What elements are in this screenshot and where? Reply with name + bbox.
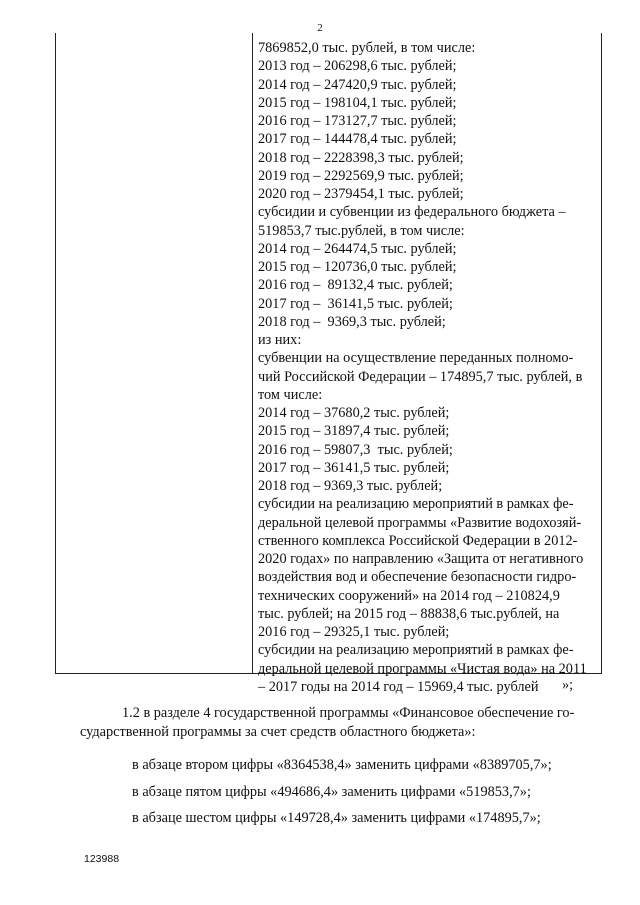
table-cell-line: ственного комплекса Российской Федерации в 2012- [258, 532, 578, 549]
table-cell-line: 2018 год – 9369,3 тыс. рублей; [258, 478, 443, 494]
table-cell-line: 7869852,0 тыс. рублей, в том числе: [258, 40, 476, 56]
document-code: 123988 [84, 853, 120, 865]
table-cell-line: том числе: [258, 386, 323, 403]
table-cell-line: из них: [258, 332, 302, 348]
table-cell-line: 2014 год – 264474,5 тыс. рублей; [258, 240, 457, 257]
table-cell-line: 2016 год – 29325,1 тыс. рублей; [258, 624, 450, 640]
table-cell-line: 2018 год – 2228398,3 тыс. рублей; [258, 149, 464, 166]
replacement-line-sixth: в абзаце шестом цифры «149728,4» заменить цифрами «174895,7»; [132, 810, 541, 826]
table-cell-funding [258, 39, 598, 696]
table-cell-line: деральной целевой программы «Развитие водохозяй- [258, 514, 582, 531]
table-cell-line: 519853,7 тыс.рублей, в том числе: [258, 222, 465, 239]
table-cell-line: субвенции на осуществление переданных полномо- [258, 350, 574, 367]
table-cell-line: 2016 год – 173127,7 тыс. рублей; [258, 113, 457, 129]
table-cell-line: субсидии и субвенции из федерального бюджета – [258, 204, 566, 221]
table-cell-line: 2019 год – 2292569,9 тыс. рублей; [258, 167, 464, 184]
replacement-line-fifth: в абзаце пятом цифры «494686,4» заменить цифрами «519853,7»; [132, 784, 531, 800]
table-cell-line: 2014 год – 37680,2 тыс. рублей; [258, 405, 450, 421]
paragraph-line: 1.2 в разделе 4 государственной программы «Финансовое обеспечение го- [122, 705, 575, 721]
table-cell-line: 2015 год – 31897,4 тыс. рублей; [258, 423, 450, 440]
table-frame [55, 33, 602, 695]
table-cell-line: 2017 год – 36141,5 тыс. рублей; [258, 459, 450, 476]
table-cell-line: субсидии на реализацию мероприятий в рамках фе- [258, 496, 574, 513]
table-cell-line: 2020 годах» по направлению «Защита от негативного [258, 551, 584, 567]
paragraph-1-2 [80, 704, 600, 742]
table-cell-line: 2016 год – 59807,3 тыс. рублей; [258, 441, 453, 458]
closing-quote: »; [562, 677, 574, 693]
paragraph-line: сударственной программы за счет средств областного бюджета»: [80, 723, 476, 740]
page-number: 2 [317, 22, 323, 34]
table-cell-line: 2020 год – 2379454,1 тыс. рублей; [258, 186, 464, 202]
table-cell-line: 2016 год – 89132,4 тыс. рублей; [258, 277, 453, 294]
table-cell-line: 2015 год – 198104,1 тыс. рублей; [258, 94, 457, 111]
table-cell-line: технических сооружений» на 2014 год – 210824,9 [258, 587, 560, 604]
table-column-divider [252, 33, 253, 673]
table-cell-line: 2018 год – 9369,3 тыс. рублей; [258, 313, 446, 330]
table-cell-line: 2013 год – 206298,6 тыс. рублей; [258, 58, 457, 75]
table-cell-line: чий Российской Федерации – 174895,7 тыс. рублей, в [258, 368, 583, 385]
table-cell-line: тыс. рублей; на 2015 год – 88838,6 тыс.рублей, на [258, 605, 560, 622]
table-cell-line: 2017 год – 36141,5 тыс. рублей; [258, 295, 453, 312]
table-cell-line: – 2017 годы на 2014 год – 15969,4 тыс. рублей [258, 678, 539, 695]
table-cell-line: 2014 год – 247420,9 тыс. рублей; [258, 76, 457, 93]
table-cell-line: деральной целевой программы «Чистая вода» на 2011 [258, 660, 587, 677]
table-cell-line: субсидии на реализацию мероприятий в рамках фе- [258, 642, 574, 659]
table-cell-line: 2017 год – 144478,4 тыс. рублей; [258, 131, 457, 148]
table-cell-line: 2015 год – 120736,0 тыс. рублей; [258, 259, 457, 275]
table-cell-line: воздействия вод и обеспечение безопасности гидро- [258, 569, 577, 586]
replacement-line-second: в абзаце втором цифры «8364538,4» заменить цифрами «8389705,7»; [132, 757, 552, 773]
